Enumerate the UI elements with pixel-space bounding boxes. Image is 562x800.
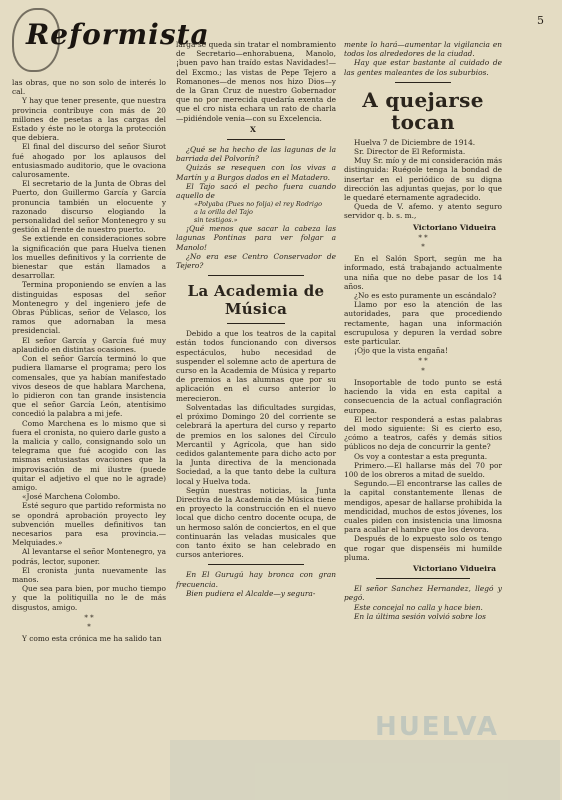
masthead <box>12 8 210 68</box>
paragraph: Con el señor García terminó lo que pudiera llamarse el programa; pero los comensales, que ya habían manifestado vivos deseos de que hablara Marchena, lo pidieron con tan grande insistencia que el señor García León, atentísimo concedió la palabra a mi jefe. <box>12 354 166 419</box>
verse: «Polyaba (Pues no folja) el rey Rodrigo a la orilla del Tajo sin testigos.» <box>194 200 323 225</box>
paragraph: Bien pudiera el Alcalde—y segura- <box>186 588 316 598</box>
divider <box>227 323 285 324</box>
paragraph: Termina proponiendo se envíen a las distinguidas esposas del señor Montenegro y del ingeniero jefe de Obras Públicas, señor de Velasco, los ramos que adornaban la mesa presidencial. <box>12 280 166 336</box>
paragraph: larga se queda sin tratar el nombramiento de Secretario—enhorabuena, Manolo, ¡buen pavo han traído estas Navidades!—del Excmo.; las vistas de Pepe Tejero a Romanones—de menos nos hizo Dios—y de la Gran Cruz de nuestro Gobernador que no por merecida quedaría exenta de que el cro nista echara un rato de charla—pidiéndole venia—con su Excelencia. <box>176 40 336 123</box>
masthead-title: Reformista <box>26 18 210 51</box>
section-stars: * * * <box>418 233 428 252</box>
paragraph: Y como esta crónica me ha salido tan <box>22 634 162 644</box>
divider <box>395 82 452 83</box>
paragraph: En El Gurugú hay bronca con gran frecuencia. <box>176 570 336 589</box>
paragraph: Se extiende en consideraciones sobre la significación que para Huelva tienen los muelles definitivos y la corriente de bienestar que están llamados a desarrollar. <box>12 234 166 281</box>
divider <box>376 578 471 579</box>
paragraph: Y hay que tener presente, que nuestra provincia contribuye con más de 20 millones de pesetas a las cargas del Estado y éste no le otorga la protección que debiera. <box>12 96 166 143</box>
letter-signature: Victoriano Vidueira <box>413 222 496 232</box>
paragraph: Insoportable de todo punto se está haciendo la vida en esta capital a consecuencia de la actual conflagración europea. <box>344 377 502 415</box>
paragraph: En la última sesión volvió sobre los <box>354 611 486 621</box>
paragraph: Que sea para bien, por mucho tiempo y que la politiquilla no le de más disgustos, amigo. <box>12 584 166 612</box>
paragraph: Este concejal no calla y hace bien. <box>354 602 483 612</box>
paragraph: El señor García y García fué muy aplaudido en distintas ocasiones. <box>12 335 166 354</box>
paragraph: Segundo.—El encontrarse las calles de la capital constantemente llenas de mendigos, apesar de hallarse prohibida la mendicidad, muchos de estos jóvenes, los cuales piden con insistencia una limosna para acallar el hambre que los devora. <box>344 479 502 535</box>
paragraph: El Tajo sacó el pecho fuera cuando aquello de <box>176 181 336 201</box>
paragraph: Quizás se resequen con los vivas a Martín y a Burgos dados en el Matadero. <box>176 163 336 182</box>
paragraph: Debido a que los teatros de la capital están todos funcionando con diversos espectáculos, hubo necesidad de suspender el solemne acto de apertura de curso en la Academia de Música y reparto de premios a las alumnas que por su aplicación en el curso anterior lo merecieron. <box>176 329 336 403</box>
divider <box>208 564 304 565</box>
section-stars: * * * <box>84 613 94 631</box>
page-number: 5 <box>537 14 544 27</box>
headline-academia: La Academia de Música <box>187 282 325 319</box>
archive-watermark: HUELVA <box>374 712 500 742</box>
paragraph: Hay que estar bastante al cuidado de las gentes maleantes de los suburbios. <box>344 58 502 77</box>
paragraph: Como Marchena es lo mismo que si fuera el cronista, no quiero darle gusto a la malicia y callo, consignando solo un telegrama que fué acogido con las mismas entusiastas ovaciones que la improvisación de mi ilustre (puede quitar el adjetivo el que no le agrade) amigo. <box>12 418 166 492</box>
paragraph: Después de lo expuesto solo os tengo que rogar que dispenséis mi humilde pluma. <box>344 534 502 562</box>
divider <box>227 139 285 140</box>
paragraph: El lector responderá a estas palabras del modo siguiente: Si es cierto eso, ¿cómo a teatros, cafés y demás sitios públicos no deja de concurrir la gente? <box>344 414 502 452</box>
paragraph: Solventadas las dificultades surgidas, el próximo Domingo 20 del corriente se celebrará la apertura del curso y reparto de premios en los salones del Círculo Mercantil y Agrícola, que han sido cedidos galantemente para dicho acto por la Junta directiva de la mencionada Sociedad, a la que tanto debe la cultura local y Huelva toda. <box>176 402 336 486</box>
column-1 <box>12 78 166 643</box>
paragraph: En el Salón Sport, según me ha informado, está trabajando actualmente una niña que no debe pasar de los 14 años. <box>344 254 502 291</box>
divider <box>208 275 304 276</box>
paragraph: «José Marchena Colombo. <box>22 492 121 502</box>
paragraph: Os voy a contestar a esta pregunta. <box>354 451 488 461</box>
paragraph: Según nuestras noticias, la Junta Directiva de la Academia de Música tiene en proyecto la construcción en el nuevo local que dicho centro docente ocupa, de un hermoso salón de conciertos, en el que continuarán las veladas musicales que con tanto éxito se han celebrado en cursos anteriores. <box>176 485 336 560</box>
paragraph: Al levantarse el señor Montenegro, ya podrás, lector, suponer. <box>12 547 166 566</box>
paragraph: ¿No es esto puramente un escándalo? <box>354 291 497 301</box>
column-2 <box>176 40 336 598</box>
section-stars: * * * <box>418 357 428 375</box>
paragraph: ¿Qué se ha hecho de las lagunas de la barriada del Polvorín? <box>176 145 336 164</box>
paragraph: Llamo por eso la atención de las autoridades, para que procediendo rectamente, hagan una información escrupulosa y depuren la verdad sobre este particular. <box>344 300 502 347</box>
column-3 <box>344 40 502 621</box>
paragraph: Primero.—El hallarse más del 70 por 100 de los obreros a mitad de sueldo. <box>344 460 502 479</box>
paragraph: El señor Sanchez Hernandez, llegó y pegó. <box>344 584 502 603</box>
headline-quejarse: A quejarse tocan <box>362 87 484 134</box>
paragraph: ¡Ojo que la vista engaña! <box>354 346 448 356</box>
paragraph: ¿No era ese Centro Conservador de Tejero? <box>176 251 336 271</box>
paragraph: El final del discurso del señor Siurot fué ahogado por los aplausos del entusiasmado auditorio, que le ovaciona calurosamente. <box>12 142 166 180</box>
paragraph: El cronista junta nuevamente las manos. <box>12 565 166 584</box>
paragraph: las obras, que no son solo de interés lo cal. <box>12 78 166 97</box>
paragraph: Esté seguro que partido reformista no se opondrá aprobación proyecto ley subvención muelles definitivos tan necesarios para esa provincia.— Melquiades.» <box>12 501 166 548</box>
paragraph: Muy Sr. mío y de mi consideración más distinguida: Ruégole tenga la bondad de insertar en el periódico de su digna dirección las adjuntas quejas, por lo que le quedaré eternamente agradecido. <box>344 156 502 203</box>
paragraph: El secretario de la Junta de Obras del Puerto, don Guillermo García y García pronuncia también un elocuente y razonado discurso elogiando la personalidad del señor Montenegro y su gestión al frente de nuestro puerto. <box>12 179 166 235</box>
article-signature: X <box>250 124 256 134</box>
paragraph: mente lo hará—aumentar la vigilancia en todos los alrededores de la ciudad. <box>344 40 502 59</box>
salutation: Sr. Director de El Reformista. <box>354 147 466 157</box>
paragraph: ¡Qué menos que sacar la cabeza las lagunas Pontinas para ver folgar a Manolo! <box>176 224 336 252</box>
letter-signature: Victoriano Vidueira <box>413 563 496 573</box>
dateline: Huelva 7 de Diciembre de 1914. <box>354 137 476 147</box>
paragraph: Queda de V. afemo. y atento seguro servidor q. b. s. m., <box>344 202 502 221</box>
